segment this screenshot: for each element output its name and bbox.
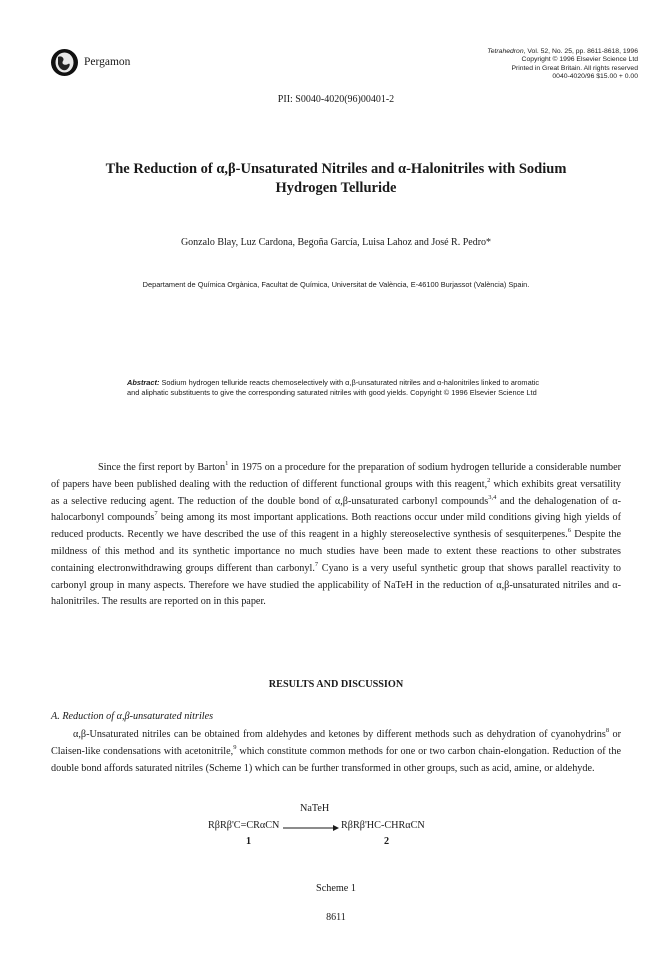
price-line: 0040-4020/96 $15.00 + 0.00: [552, 73, 638, 81]
section-a-text: which constitute common methods for one or two carbon chain-elongation. Reduction of the double bond affords saturated nitriles (Scheme 1) which can be further transformed in other groups, such as acid, amine, or aldehyde.: [51, 745, 621, 774]
intro-text: Despite the mildness of this method and its synthetic importance no much studies have been made to extent these reactions to other substrates containing electronwithdrawing groups different than carbonyl.: [51, 529, 621, 574]
abstract: [127, 378, 547, 398]
paper-title: [48, 160, 624, 198]
affiliation: Departament de Química Orgànica, Facultat de Química, Universitat de València, E-46100 Burjassot (València) Spain.: [142, 280, 530, 289]
copyright-line: Copyright © 1996 Elsevier Science Ltd: [521, 56, 638, 64]
abstract-label: Abstract:: [127, 378, 160, 387]
intro-text: Cyano is a very useful synthetic group that shows parallel reactivity to carbonyl group in many aspects. Therefore we have studied the applicability of NaTeH in the reduction of α,β-unsaturated nitriles and α-halonitriles. The results are reported on in this paper.: [51, 562, 621, 608]
publisher-name: Pergamon: [84, 56, 131, 68]
section-a-text: α,β-Unsaturated nitriles can be obtained from aldehydes and ketones by different methods such as dehydration of cyanohydrins: [73, 729, 606, 740]
scheme-product: RβRβ'HC-CHRαCN: [341, 820, 425, 831]
compound-label-1: 1: [246, 836, 252, 847]
intro-text: which exhibits great versatility as a selective reducing agent. The reduction of the double bond of α,β-unsaturated carbonyl compounds: [51, 478, 621, 507]
globe-icon: [51, 49, 78, 76]
title-line-2: Hydrogen Telluride: [275, 180, 397, 196]
authors: Gonzalo Blay, Luz Cardona, Begoña García, Luisa Lahoz and José R. Pedro*: [180, 237, 492, 248]
reference-marker: 1: [225, 460, 229, 467]
scheme-caption: Scheme 1: [316, 883, 356, 894]
abstract-text: Sodium hydrogen telluride reacts chemoselectively with α,β-unsaturated nitriles and α-halonitriles linked to aromatic and aliphatic substituents to give the corresponding saturated nitriles with good yields. Copyright © 1996 Elsevier Science Ltd: [127, 378, 540, 397]
section-a-text: or Claisen-like condensations with acetonitrile,: [51, 729, 621, 757]
reference-marker: 9: [233, 743, 237, 751]
journal-volume: , Vol. 52, No. 25, pp. 8611-8618, 1996: [523, 48, 638, 55]
section-a-paragraph: [51, 727, 621, 777]
pii: PII: S0040-4020(96)00401-2: [277, 94, 395, 105]
reference-marker: 7: [314, 560, 319, 568]
intro-text: Since the first report by Barton: [98, 462, 226, 473]
intro-paragraph: [51, 460, 621, 611]
reference-marker: 8: [605, 727, 610, 734]
journal-name: Tetrahedron: [487, 48, 524, 55]
publisher-logo: [51, 49, 78, 76]
page-number: 8611: [326, 912, 346, 923]
section-heading: RESULTS AND DISCUSSION: [268, 679, 404, 690]
scheme-reagent: NaTeH: [300, 803, 330, 814]
reference-marker: 7: [154, 510, 158, 518]
intro-text: being among its most important applications. Both reactions occur under mild conditions giving high yields of reduced products. Recently we have described the use of this reagent in a highly stereoselective synthesis of sesquiterpenes.: [51, 512, 621, 541]
reference-marker: 3,4: [488, 493, 497, 501]
reaction-arrow-icon: [283, 824, 339, 832]
printed-line: Printed in Great Britain. All rights reserved: [511, 64, 638, 72]
journal-info: [378, 48, 638, 82]
reference-marker: 2: [487, 476, 491, 484]
subsection-heading: A. Reduction of α,β-unsaturated nitriles: [51, 711, 214, 722]
scheme-reactant: RβRβ'C=CRαCN: [208, 820, 280, 831]
title-line-1: The Reduction of α,β-Unsaturated Nitriles and α-Halonitriles with Sodium: [105, 161, 567, 177]
compound-label-2: 2: [384, 836, 390, 847]
reference-marker: 6: [567, 527, 571, 535]
intro-text: and the dehalogenation of α-halocarbonyl compounds: [51, 495, 621, 524]
intro-text: in 1975 on a procedure for the preparation of sodium hydrogen telluride a considerable number of papers have been published dealing with the reduction of different functional groups with this reagent,: [51, 462, 621, 490]
